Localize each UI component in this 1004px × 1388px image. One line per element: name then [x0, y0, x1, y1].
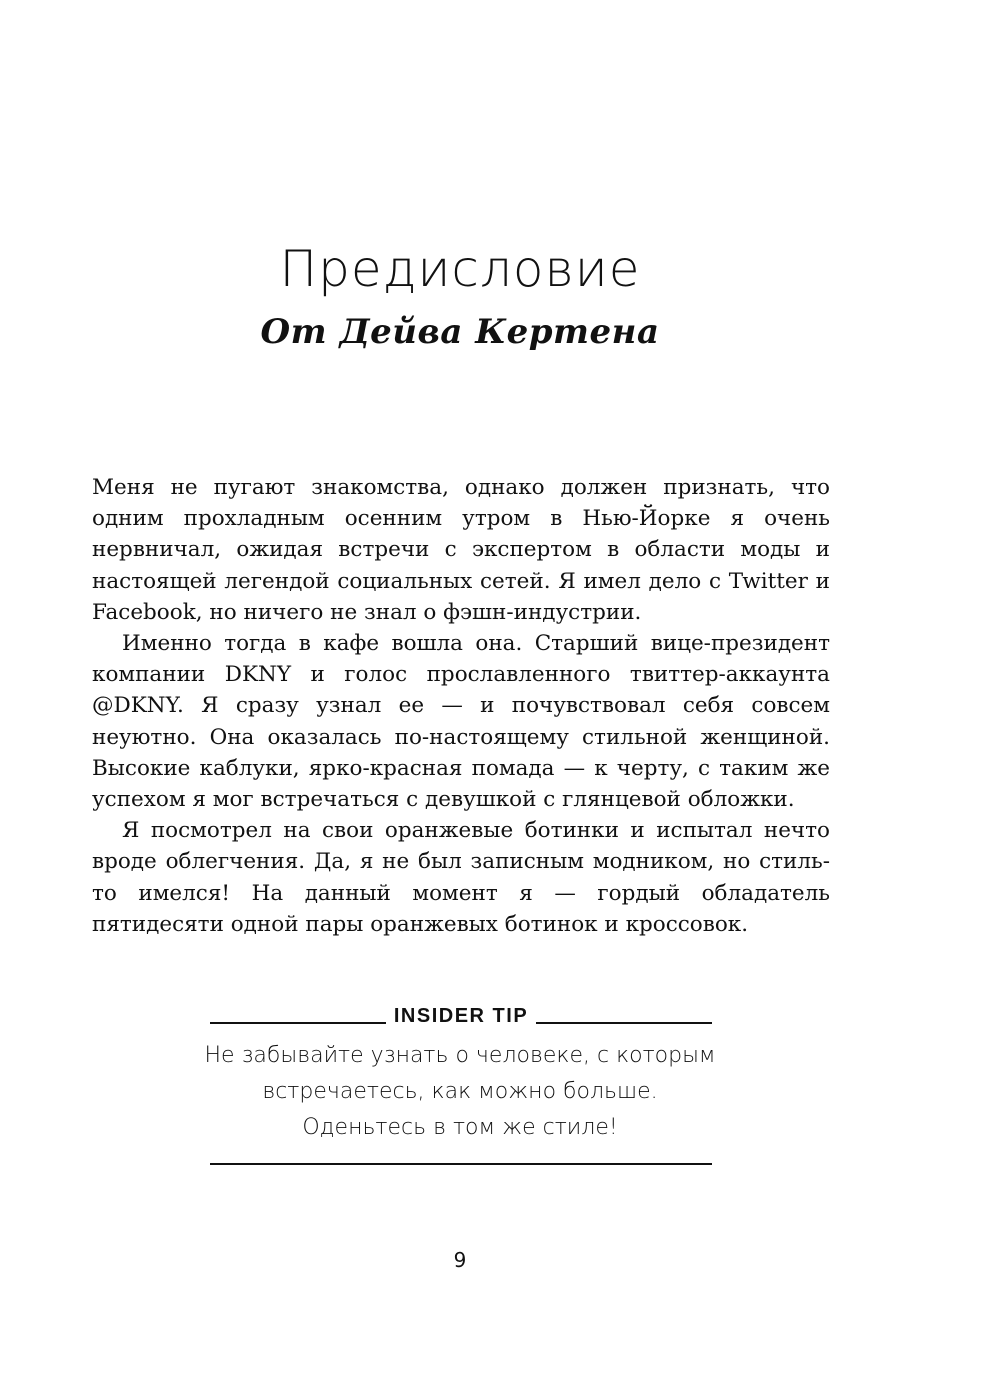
insider-tip-header [210, 1003, 712, 1029]
page-number: 9 [453, 1248, 467, 1272]
insider-tip-line: встречаетесь, как можно больше. [262, 1079, 658, 1104]
page-subtitle: От Дейва Кертена [260, 312, 660, 352]
insider-tip-label: INSIDER TIP [393, 1004, 529, 1027]
divider [210, 1022, 386, 1024]
insider-tip-line: Не забывайте узнать о человеке, с которым [204, 1043, 716, 1068]
paragraph: Меня не пугают знакомства, однако должен признать, что одним прохладным осенним утром в Нью-Йорке я очень нервничал, ожидая встречи с экспертом в области моды и настоящей легендой социальных сетей. Я имел дело с Twitter и Facebook, но ничего не знал о фэшн-индустрии. [92, 475, 830, 625]
page-title: Предисловие [279, 240, 641, 298]
insider-tip-line: Оденьтесь в том же стиле! [302, 1115, 618, 1140]
insider-tip-text [150, 1038, 770, 1146]
paragraph: Именно тогда в кафе вошла она. Старший вице-президент компании DKNY и голос прославленного твиттер-аккаунта @DKNY. Я сразу узнал ее — и почувствовал себя совсем неуютно. Она оказалась по-настоящему стильной женщиной. Высокие каблуки, ярко-красная помада — к черту, с таким же успехом я мог встречаться с девушкой с глянцевой обложки. [92, 631, 830, 813]
insider-tip-bottom-divider [210, 1163, 712, 1165]
divider [536, 1022, 712, 1024]
body-text [92, 472, 830, 940]
paragraph: Я посмотрел на свои оранжевые ботинки и испытал нечто вроде облегчения. Да, я не был записным модником, но стиль-то имелся! На данный момент я — гордый обладатель пятидесяти одной пары оранжевых ботинок и кроссовок. [92, 818, 830, 937]
